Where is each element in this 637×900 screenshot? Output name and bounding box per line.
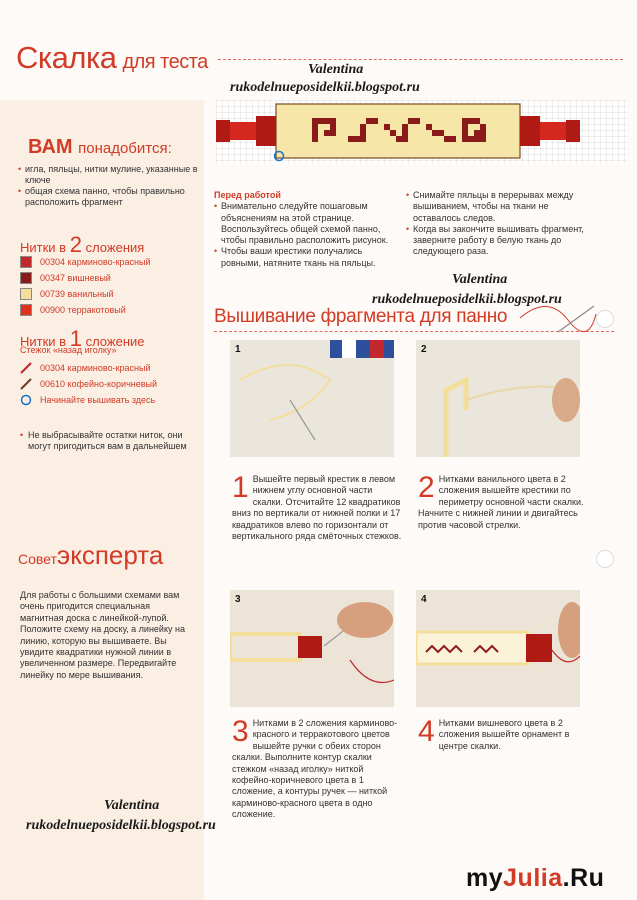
step-number: 3 [232, 715, 249, 748]
thread-code: 00610 [40, 379, 66, 389]
step-photo-1 [230, 340, 394, 457]
binder-hole [596, 310, 614, 328]
thread-name: вишневый [67, 273, 111, 283]
list-item: • Чтобы ваши крестики получались ровными, натяните ткань на пяльцы. [214, 246, 394, 269]
start-row [20, 394, 155, 406]
step-text: Нитками ванильного цвета в 2 сложения вышейте крестики по периметру основной части скалки. Начните с нижней линии и двигайтесь против часовой стрелки. [418, 474, 584, 530]
threads-2-prefix: Нитки в [20, 240, 67, 255]
brand-prefix: my [466, 864, 504, 892]
photo-number: 2 [421, 344, 427, 355]
step-number: 2 [418, 471, 435, 504]
list-item: • общая схема панно, чтобы правильно расположить фрагмент [18, 186, 202, 208]
swatch-cherry [20, 272, 32, 284]
watermark-name: Valentina [308, 62, 364, 77]
needs-heading-small: понадобится: [78, 140, 172, 157]
expert-small: Совет [18, 551, 57, 567]
brand-logo [466, 864, 604, 893]
swatch-vanilla [20, 288, 32, 300]
watermark-url: rukodelnueposidelkii.blogspot.ru [26, 818, 216, 833]
title-main: Скалка [16, 40, 117, 75]
thread-needle-icon [518, 298, 598, 338]
step-number: 1 [232, 471, 249, 504]
thread-code: 00304 [40, 363, 66, 373]
list-item: • Снимайте пяльцы в перерывах между вышиванием, чтобы на ткани не оставалось следов. [406, 190, 586, 224]
thread-row [20, 256, 150, 268]
title-divider [218, 59, 623, 60]
step-4 [418, 715, 588, 752]
stitch-label: Стежок «назад иголку» [20, 345, 117, 355]
thread-name: кофейно-коричневый [67, 379, 158, 389]
title-sub: для теста [122, 51, 208, 73]
thread-name: терракотовый [67, 305, 126, 315]
thread-row [20, 304, 126, 316]
needs-list [18, 164, 202, 208]
threads-2-heading [20, 232, 144, 258]
thread-name: карминово-красный [67, 257, 151, 267]
start-label: Начинайте вышивать здесь [40, 395, 156, 405]
photo-number: 1 [235, 344, 241, 355]
photo-number: 3 [235, 594, 241, 605]
list-item: • Внимательно следуйте пошаговым объяснениям на этой странице. Воспользуйтесь общей схемой панно, чтобы правильно расположить рисунок. [214, 201, 394, 246]
binder-hole [596, 550, 614, 568]
line-swatch-brown-icon [20, 378, 32, 390]
list-item: • Когда вы закончите вышивать фрагмент, заверните работу в белую ткань до следующего раза. [406, 224, 586, 258]
needs-heading-big: ВАМ [28, 136, 73, 158]
step-1 [232, 471, 402, 542]
list-item: • игла, пяльцы, нитки мулине, указанные в ключе [18, 164, 202, 186]
page-title [16, 40, 208, 76]
photo-4-image [416, 590, 580, 707]
cross-stitch-chart [216, 100, 628, 164]
needs-heading [28, 136, 172, 159]
start-circle-icon [20, 394, 32, 406]
step-text: Вышейте первый крестик в левом нижнем углу основной части скалки. Отсчитайте 12 квадратиков вниз по вертикали от нижней полки и 17 квадратиков влево по горизонтали от вертикального ряда смёточных стежков. [232, 474, 402, 542]
thread-code: 00304 [40, 257, 66, 267]
photo-3-image [230, 590, 394, 707]
step-photo-2 [416, 340, 580, 457]
step-photo-4 [416, 590, 580, 707]
brand-suffix: .Ru [562, 864, 605, 892]
photo-1-image [230, 340, 394, 457]
step-photo-3 [230, 590, 394, 707]
threads-1-suffix: сложение [85, 334, 145, 349]
step-2 [418, 471, 588, 531]
thread-name: ванильный [67, 289, 114, 299]
left-sidebar-panel [0, 100, 204, 900]
threads-1-num: 1 [69, 326, 82, 351]
step-number: 4 [418, 715, 435, 748]
step-text: Нитками в 2 сложения карминово-красного и терракотового цветов вышейте ручки с обеих сторон скалки. Выполните контур скалки стежком «назад иголку» ниткой кофейно-коричневого цвета в 1 сложение, а контуры ручек — ниткой карминово-красного цвета в одно сложение. [232, 718, 398, 820]
section-title: Вышивание фрагмента для панно [214, 306, 508, 327]
before-work [214, 190, 394, 269]
expert-text: Для работы с большими схемами вам очень пригодится специальная магнитная доска с линейкой-лупой. Положите схему на доску, а линейку на линию, которую вы вышиваете. Вы увидите квадратики нужной линии в увеличенном размере. Передвигайте линейку по мере вышивания. [20, 590, 185, 680]
threads-1-prefix: Нитки в [20, 334, 67, 349]
watermark-url: rukodelnueposidelkii.blogspot.ru [372, 292, 562, 307]
threads-2-suffix: сложения [85, 240, 145, 255]
swatch-carmine [20, 256, 32, 268]
before-work-right [406, 190, 586, 258]
step-3 [232, 715, 402, 821]
thread-code: 00347 [40, 273, 66, 283]
swatch-terracotta [20, 304, 32, 316]
thread-row [20, 362, 150, 374]
photo-number: 4 [421, 594, 427, 605]
thread-code: 00739 [40, 289, 66, 299]
thread-row [20, 288, 114, 300]
watermark-url: rukodelnueposidelkii.blogspot.ru [230, 80, 420, 95]
before-work-heading: Перед работой [214, 190, 281, 200]
line-swatch-carmine-icon [20, 362, 32, 374]
watermark-name: Valentina [104, 798, 160, 813]
expert-heading [18, 540, 163, 571]
thread-code: 00900 [40, 305, 66, 315]
thread-name: карминово-красный [67, 363, 151, 373]
step-text: Нитками вишневого цвета в 2 сложения вышейте орнамент в центре скалки. [438, 718, 570, 751]
expert-big: эксперта [56, 540, 164, 570]
thread-row [20, 378, 157, 390]
watermark-name: Valentina [452, 272, 508, 287]
threads-2-num: 2 [69, 232, 82, 257]
leftover-note [20, 430, 200, 452]
photo-2-image [416, 340, 580, 457]
brand-mid: Julia [503, 864, 563, 892]
thread-row [20, 272, 111, 284]
note-text: • Не выбрасывайте остатки ниток, они могут пригодиться вам в дальнейшем [20, 430, 200, 452]
